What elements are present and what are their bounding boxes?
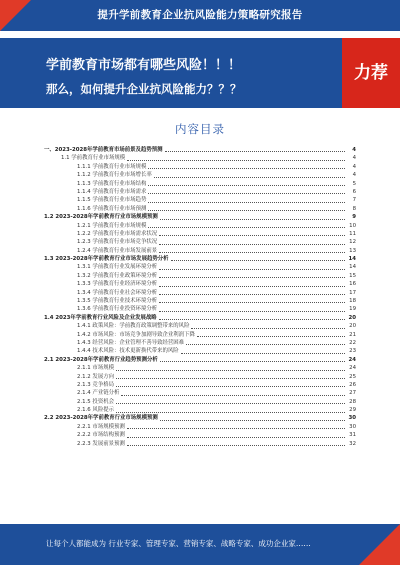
banner-subheadline: 那么，如何提升企业抗风险能力？？？ [46,82,242,96]
toc-dot-leader [159,319,345,320]
toc-entry-label: 2.1 2023-2028年学前教育行业趋势预测分析 [44,356,158,363]
toc-entry-label: 1.3.6 学前教育行业投资环境分析 [77,306,158,313]
footer-corner-decoration [359,524,400,565]
toc-entry[interactable] [44,247,356,255]
toc-entry-label: 1.3 2023-2028年学前教育行业市场发展趋势分析 [44,256,169,263]
toc-dot-leader [159,252,345,253]
toc-entry[interactable] [44,196,356,204]
toc-dot-leader [197,336,345,337]
toc-entry[interactable] [44,389,356,397]
toc-dot-leader [165,151,346,152]
toc-entry-label: 2.1.2 发展方向 [77,373,114,380]
toc-entry-label: 1.4.1 政策风险：学前教育政策调整带来的风险 [77,323,190,330]
promo-banner [0,38,400,108]
toc-dot-leader [121,395,345,396]
toc-dot-leader [127,428,345,429]
toc-dot-leader [148,185,345,186]
toc-dot-leader [159,244,345,245]
toc-entry-label: 1.2.1 学前教育行业市场规模 [77,222,147,229]
footer-bar [0,524,400,565]
banner-headline: 学前教育市场都有哪些风险！！！ [46,58,242,73]
toc-entry[interactable] [44,289,356,297]
toc-entry-label: 1.3.5 学前教育行业技术环境分析 [77,298,158,305]
toc-entry-label: 1.1.1 学前教育行业市场规模 [77,163,147,170]
toc-entry-page: 28 [349,398,356,405]
toc-entry[interactable] [44,238,356,246]
toc-entry[interactable] [44,213,356,221]
toc-entry[interactable] [44,297,356,305]
toc-entry-label: 1.4.3 经营风险：企业管理不善导致经营困难 [77,339,185,346]
toc-entry[interactable] [44,415,356,423]
toc-entry[interactable] [44,331,356,339]
toc-entry-page: 24 [349,365,356,372]
toc-entry[interactable] [44,205,356,213]
toc-dot-leader [148,227,345,228]
toc-dot-leader [116,403,345,404]
toc-entry-label: 1.3.4 学前教育行业社会环境分析 [77,289,158,296]
toc-entry[interactable] [44,398,356,406]
toc-entry[interactable] [44,440,356,448]
toc-entry[interactable] [44,230,356,238]
toc-entry-page: 8 [352,205,356,212]
toc-entry-page: 20 [348,314,356,321]
toc-entry-label: 1.1 学前教育行业市场规模 [61,155,126,162]
toc-entry-page: 11 [349,230,356,237]
toc-entry-page: 4 [352,155,356,162]
toc-entry-page: 15 [349,272,356,279]
toc-entry[interactable] [44,272,356,280]
toc-entry-page: 22 [349,339,356,346]
toc-entry-label: 1.1.2 学前教育行业市场增长率 [77,172,152,179]
toc-entry-page: 4 [352,172,356,179]
toc-dot-leader [127,437,345,438]
toc-dot-leader [127,445,345,446]
footer-slogan: 让每个人都能成为 行业专家、管理专家、营销专家、战略专家、成功企业家…… [46,539,311,548]
toc-entry-label: 1.2.3 学前教育行业市场竞争状况 [77,239,158,246]
toc-entry-label: 2.2.2 市场结构预测 [77,432,125,439]
toc-entry[interactable] [44,322,356,330]
toc-entry[interactable] [44,305,356,313]
toc-entry-page: 7 [352,197,356,204]
toc-entry[interactable] [44,406,356,414]
toc-entry-label: 2.2.1 市场规模预测 [77,423,125,430]
toc-entry[interactable] [44,373,356,381]
toc-dot-leader [171,260,345,261]
toc-entry[interactable] [44,146,356,154]
toc-entry[interactable] [44,381,356,389]
toc-entry-page: 32 [349,440,356,447]
toc-entry-page: 14 [348,256,356,263]
toc-dot-leader [181,353,345,354]
toc-dot-leader [116,412,345,413]
toc-entry[interactable] [44,163,356,171]
toc-entry-page: 18 [349,298,356,305]
toc-dot-leader [148,193,345,194]
toc-entry[interactable] [44,263,356,271]
toc-entry-page: 30 [348,415,356,422]
toc-entry-label: 1.1.6 学前教育行业市场预测 [77,205,147,212]
toc-entry-label: 1.1.4 学前教育行业市场需求 [77,188,147,195]
top-header-bar [0,0,400,31]
toc-dot-leader [154,177,345,178]
toc-entry-label: 2.1.5 投资机会 [77,398,114,405]
toc-dot-leader [159,294,345,295]
toc-entry-page: 26 [349,381,356,388]
corner-decoration [0,0,31,31]
toc-entry-label: 1.3.3 学前教育行业经济环境分析 [77,281,158,288]
toc-entry-page: 17 [349,289,356,296]
toc-entry-label: 1.3.2 学前教育行业政策环境分析 [77,272,158,279]
toc-entry[interactable] [44,356,356,364]
toc-dot-leader [116,378,345,379]
toc-entry-page: 25 [349,373,356,380]
toc-dot-leader [159,302,345,303]
toc-dot-leader [148,168,345,169]
toc-dot-leader [186,344,345,345]
toc-entry-label: 1.3.1 学前教育行业发展环境分析 [77,264,158,271]
toc-entry-page: 23 [349,348,356,355]
toc-entry[interactable] [44,364,356,372]
toc-entry[interactable] [44,280,356,288]
toc-entry[interactable] [44,171,356,179]
report-title: 提升学前教育企业抗风险能力策略研究报告 [97,9,303,21]
toc-entry-label: 1.4.4 技术风险：技术更新换代带来的风险 [77,348,179,355]
toc-entry-label: 2.2 2023-2028年学前教育行业市场规模预测 [44,415,158,422]
toc-heading: 内容目录 [175,122,225,136]
toc-entry-page: 5 [352,180,356,187]
toc-entry-label: 1.1.3 学前教育行业市场结构 [77,180,147,187]
toc-entry-page: 9 [352,214,356,221]
toc-dot-leader [160,219,345,220]
toc-entry-page: 29 [349,407,356,414]
toc-entry-label: 2.1.4 产业链分析 [77,390,120,397]
toc-entry-label: 1.1.5 学前教育行业市场趋势 [77,197,147,204]
toc-entry-label: 1.4.2 市场风险：市场竞争加剧导致企业利润下降 [77,331,195,338]
toc-entry-page: 13 [349,247,356,254]
toc-entry-label: 1.4 2023年学前教育行业风险及企业发展战略 [44,314,157,321]
toc-entry-label: 2.2.3 发展前景预测 [77,440,125,447]
toc-dot-leader [159,277,345,278]
toc-entry-label: 2.1.1 市场规模 [77,365,114,372]
toc-entry-page: 4 [352,163,356,170]
toc-dot-leader [159,235,345,236]
toc-entry-page: 31 [349,432,356,439]
toc-dot-leader [160,420,345,421]
toc-entry-page: 30 [349,423,356,430]
toc-entry[interactable] [44,154,356,162]
toc-dot-leader [159,286,345,287]
toc-entry-label: 一、2023-2028年学前教育市场前景及趋势预测 [44,146,163,153]
toc-entry[interactable] [44,188,356,196]
toc-dot-leader [116,386,345,387]
toc-dot-leader [148,210,345,211]
toc-entry[interactable] [44,255,356,263]
toc-dot-leader [159,269,345,270]
toc-entry-label: 1.2 2023-2028年学前教育行业市场规模预测 [44,214,158,221]
toc-dot-leader [127,160,345,161]
toc-entry-page: 27 [349,390,356,397]
toc-entry-label: 1.2.2 学前教育行业市场需求状况 [77,230,158,237]
toc-dot-leader [148,202,345,203]
toc-dot-leader [191,328,345,329]
toc-entry-page: 16 [349,281,356,288]
toc-entry-label: 2.1.6 风险提示 [77,407,114,414]
toc-dot-leader [116,370,345,371]
toc-dot-leader [160,361,345,362]
toc-entry[interactable] [44,222,356,230]
toc-entry-page: 24 [348,356,356,363]
toc-entry[interactable] [44,423,356,431]
toc-dot-leader [159,311,345,312]
toc-entry-page: 21 [349,331,356,338]
toc-entry-label: 2.1.3 竞争格局 [77,381,114,388]
toc-entry-page: 20 [349,323,356,330]
toc-entry[interactable] [44,347,356,355]
toc-entry-page: 6 [352,188,356,195]
toc-entry[interactable] [44,180,356,188]
recommend-badge: 力荐 [342,38,400,108]
toc-entry-page: 19 [349,306,356,313]
toc-entry-page: 4 [352,146,356,153]
toc-entry[interactable] [44,431,356,439]
toc-entry-page: 10 [349,222,356,229]
table-of-contents [44,146,356,511]
toc-entry[interactable] [44,314,356,322]
toc-entry-page: 14 [349,264,356,271]
toc-entry-page: 12 [349,239,356,246]
toc-entry-label: 1.2.4 学前教育行业市场发展前景 [77,247,158,254]
toc-entry[interactable] [44,339,356,347]
